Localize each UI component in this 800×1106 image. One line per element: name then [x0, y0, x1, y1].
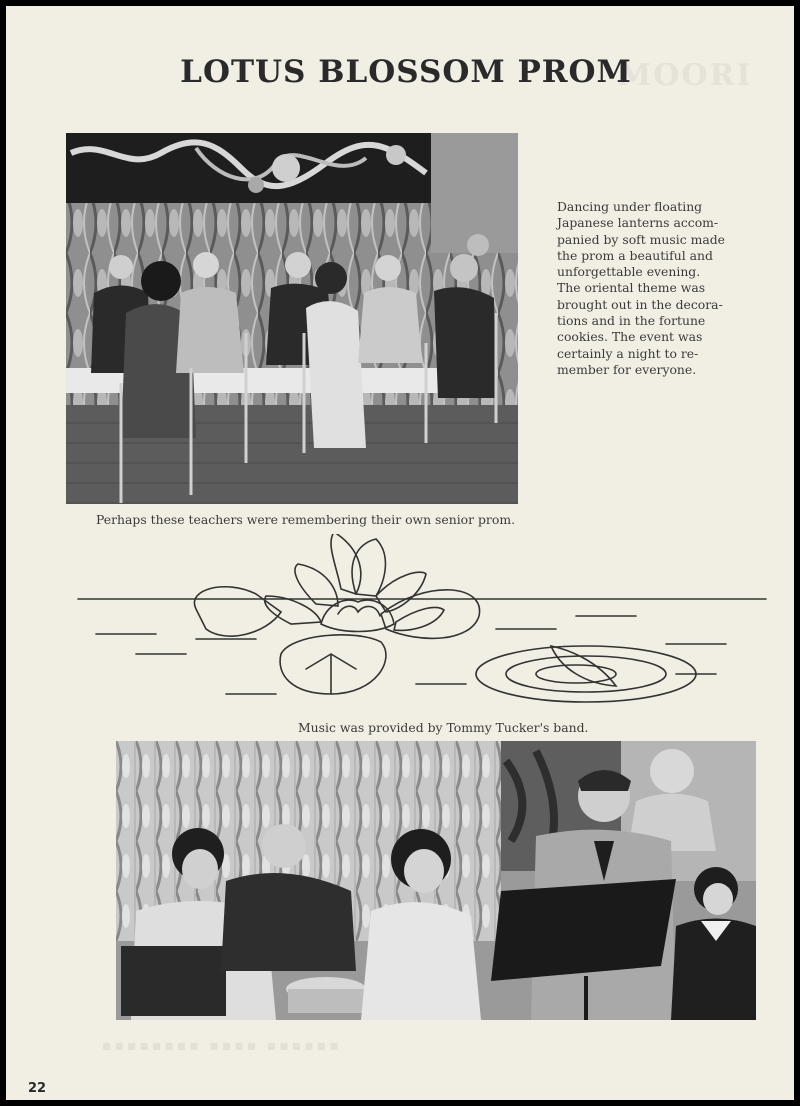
yearbook-page: [6, 6, 794, 1100]
teachers-photo: [66, 133, 518, 504]
story-line: tions and in the fortune: [557, 313, 706, 329]
story-line: the prom a beautiful and: [557, 247, 713, 263]
story-line: unforgettable evening.: [557, 264, 701, 280]
story-line: panied by soft music made: [557, 231, 725, 247]
story-line: The oriental theme was: [557, 280, 706, 296]
bleed-through-text-bottom: ▪▪▪▪▪▪▪▪ ▪▪▪▪ ▪▪▪▪▪▪: [102, 1038, 342, 1054]
story-line: brought out in the decora-: [557, 296, 723, 312]
story-line: Japanese lanterns accom-: [557, 215, 719, 231]
band-photo: [116, 741, 756, 1020]
bleed-through-text: MOORI: [618, 58, 753, 93]
story-line: cookies. The event was: [557, 329, 703, 345]
story-line: member for everyone.: [557, 361, 697, 377]
band-photo-caption: Music was provided by Tommy Tucker's band.: [298, 720, 589, 735]
story-line: Dancing under floating: [557, 199, 703, 214]
teachers-photo-caption: Perhaps these teachers were remembering their own senior prom.: [96, 512, 516, 527]
story-line: certainly a night to re-: [557, 345, 699, 361]
lotus-illustration: [76, 534, 776, 714]
page-title: LOTUS BLOSSOM PROM: [180, 54, 632, 90]
story-text: [557, 199, 742, 378]
page-number: 22: [28, 1081, 47, 1096]
